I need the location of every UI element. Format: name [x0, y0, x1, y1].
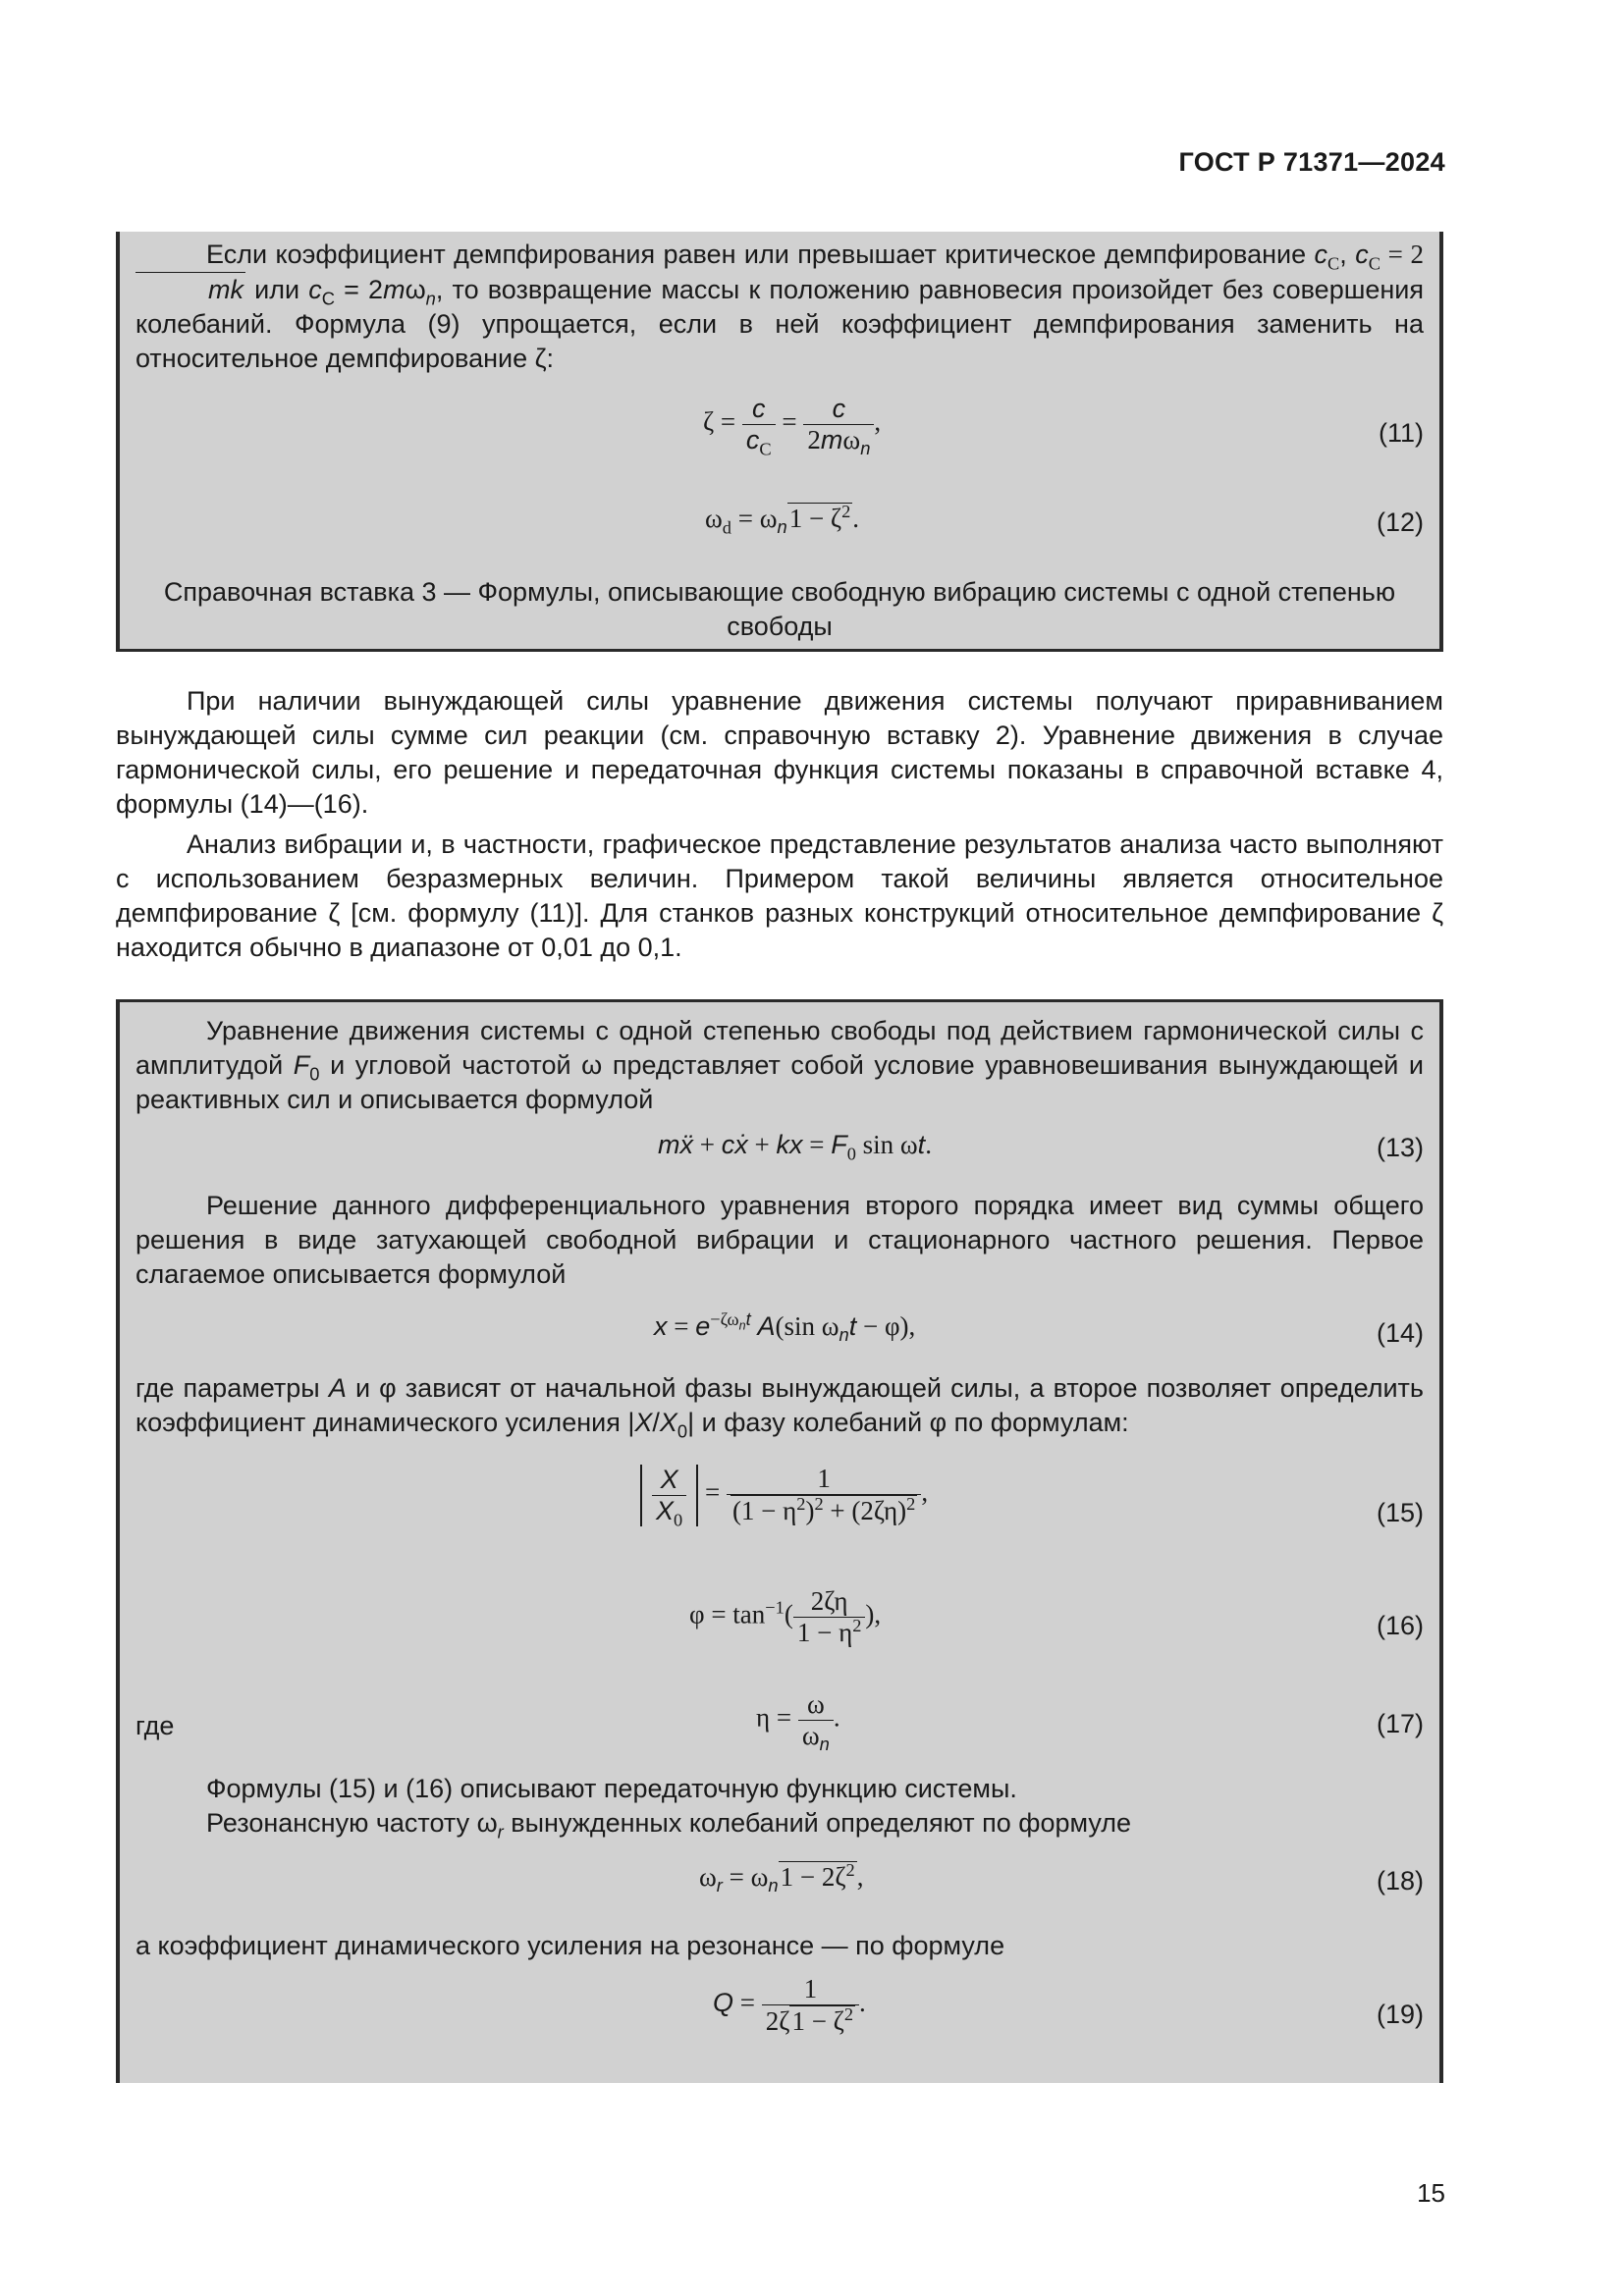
formula-18: $\omega_r = \omega_n1 - 2\zeta^2$, — [699, 1860, 864, 1896]
body-paragraph-1: При наличии вынуждающей силы уравнение движения системы получают приравниванием вынуждающей силы сумме сил реакции (см. справочную вставку 2). Уравнение движения в случае гармонической силы, его решение и передаточная функция системы показаны в справочной вставке 4, формулы (14)—(16). — [116, 686, 1443, 819]
eq-number-13: (13) — [1376, 1133, 1424, 1162]
eq-number-19: (19) — [1376, 2000, 1424, 2029]
formula-17: η = $\frac{\omega}{\omega_n}$ . — [756, 1689, 840, 1755]
info-box-4 — [116, 999, 1443, 2083]
box2-paragraph-2: Решение данного дифференциального уравнения второго порядка имеет вид суммы общего решения в виде затухающей свободной вибрации и стационарного частного решения. Первое слагаемое описывается формулой — [135, 1191, 1424, 1289]
page-number: 15 — [1417, 2178, 1445, 2208]
box1-paragraph: Если коэффициент демпфирования равен или превышает критическое демпфирование $c_C$, $c_C = 2mk$ или $c_C = 2m\omega_n$, то возвращение массы к положению равновесия произойдет без совершения колебаний. Формула (9) упрощается, если в ней коэффициент демпфирования заменить на относительное демпфирование ζ: — [135, 240, 1425, 373]
box2-paragraph-4: Формулы (15) и (16) описывают передаточную функцию системы. — [206, 1774, 1017, 1803]
eq-number-14: (14) — [1376, 1318, 1424, 1348]
box1-caption: Справочная вставка 3 — Формулы, описывающие свободную вибрацию системы с одной степенью свободы — [163, 577, 1396, 641]
box2-paragraph-5: Резонансную частоту $\omega_r$ вынужденных колебаний определяют по формуле — [206, 1808, 1132, 1842]
eq-number-17: (17) — [1376, 1709, 1424, 1738]
document-header: ГОСТ Р 71371—2024 — [1178, 147, 1445, 177]
formula-12: $\omega_d = \omega_n1 - \zeta^2$. — [705, 502, 860, 538]
formula-11: ζ = $\frac{c}{c_C}$ = $\frac{c}{2m\omega_n}$ , — [703, 394, 882, 459]
box2-paragraph-1: Уравнение движения системы с одной степенью свободы под действием гармонической силы с амплитудой $F_0$ и угловой частотой ω представляет собой условие уравновешивания вынуждающей и реактивных сил и описывается формулой — [135, 1016, 1424, 1114]
eq-number-11: (11) — [1378, 418, 1424, 448]
formula-15: $\frac{X}{X_0}$ = $\frac{1}{(1 - \eta^2)^2 + (2\zeta\eta)^2}$ , — [640, 1464, 928, 1526]
formula-16: $\varphi = \tan^{-1}$( $\frac{2\zeta\eta}{1 - \eta^2}$ ), — [689, 1586, 882, 1647]
eq-number-16: (16) — [1376, 1611, 1424, 1640]
box2-paragraph-3: где параметры A и φ зависят от начальной фазы вынуждающей силы, а второе позволяет определить коэффициент динамического усиления $|X/X_0|$ и фазу колебаний φ по формулам: — [135, 1373, 1424, 1442]
eq-number-18: (18) — [1376, 1866, 1424, 1896]
formula-13: mẍ + cẋ + kx = $F_0$ sin ωt. — [658, 1130, 932, 1164]
eq-number-15: (15) — [1376, 1498, 1424, 1527]
where-label: где — [135, 1711, 175, 1740]
box2-paragraph-6: а коэффициент динамического усиления на резонансе — по формуле — [135, 1931, 1005, 1960]
formula-14: $x = e^{-\zeta\omega_nt}$ A(sin $\omega_nt - \varphi$), — [654, 1308, 916, 1346]
body-paragraph-2: Анализ вибрации и, в частности, графическое представление результатов анализа часто выполняют с использованием безразмерных величин. Примером такой величины является относительное демпфирование ζ [см. формулу (11)]. Для станков разных конструкций относительное демпфирование ζ находится обычно в диапазоне от 0,01 до 0,1. — [116, 829, 1443, 962]
formula-19: Q = $\frac{1}{2\zeta 1 - \zeta^2}$ . — [713, 1974, 866, 2036]
eq-number-12: (12) — [1376, 507, 1424, 537]
info-box-3 — [116, 232, 1443, 652]
